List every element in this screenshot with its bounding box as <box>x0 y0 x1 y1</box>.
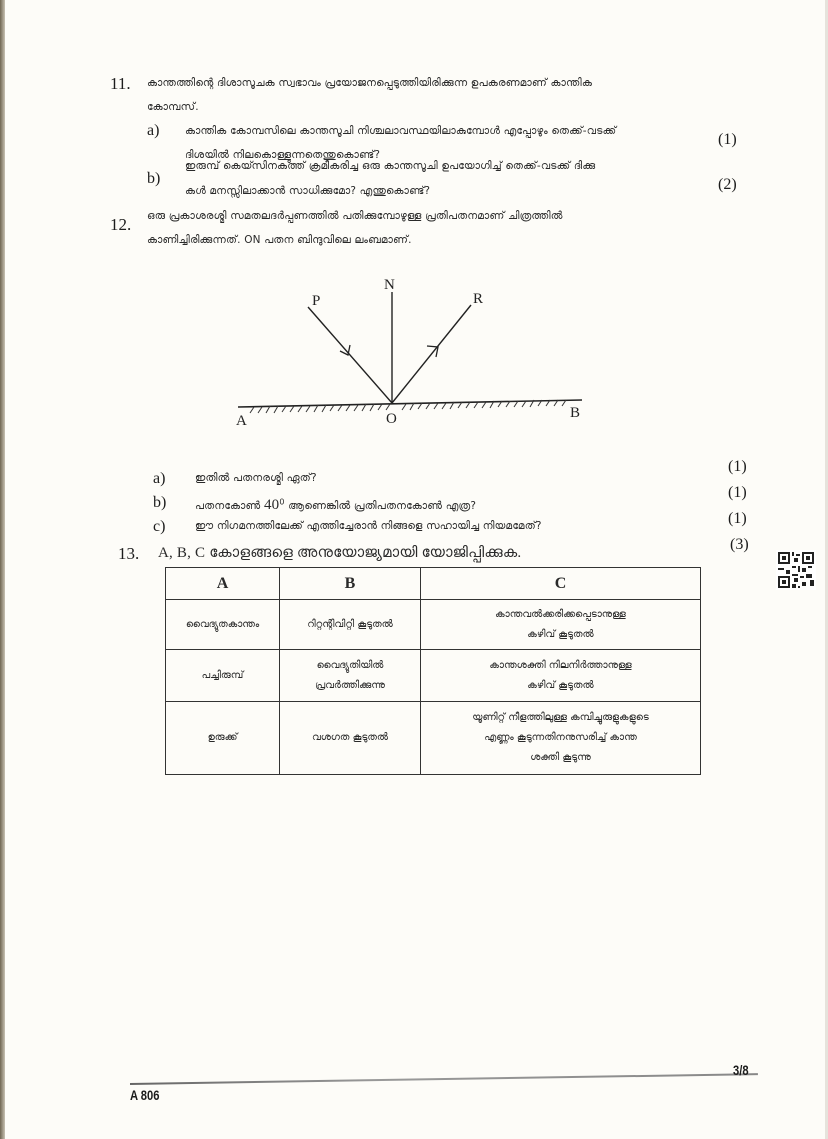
cell-c: യൂണിറ്റ് നീളത്തിലുള്ള കമ്പിച്ചുരുളുകളുടെ എണ്ണം കൂടുന്നതിനനുസരിച്ച് കാന്ത ശക്തി കൂടുന്നു <box>421 702 701 775</box>
scan-edge-left <box>0 0 5 1139</box>
incident-ray <box>308 307 392 403</box>
label-o: O <box>386 411 397 427</box>
question-text: കാന്തത്തിന്റെ ദിശാസൂചക സ്വഭാവം പ്രയോജനപ്പെടുത്തിയിരിക്കുന്ന ഉപകരണമാണ് കാന്തിക <box>147 77 593 89</box>
marks: (2) <box>718 176 737 193</box>
marks: (1) <box>728 484 747 501</box>
cell-b: വൈദ്യുതിയിൽ പ്രവർത്തിക്കുന്നു <box>280 650 421 702</box>
angle-value: 40 <box>263 497 280 513</box>
part-label: c) <box>153 518 166 535</box>
table-header-row <box>166 568 701 600</box>
table-row <box>166 650 701 702</box>
label-b: B <box>570 405 581 421</box>
part-text: കൾ മനസ്സിലാക്കാൻ സാധിക്കുമോ? എന്തുകൊണ്ട്? <box>185 185 431 197</box>
cell-a: പച്ചിരുമ്പ് <box>166 650 280 702</box>
cell-c: കാന്തശക്തി നിലനിർത്താനുള്ള കഴിവ് കൂടുതൽ <box>421 650 701 702</box>
column-header-b: B <box>280 568 421 600</box>
marks: (1) <box>728 510 747 527</box>
page-number: 3/8 <box>733 1062 749 1078</box>
marks: (1) <box>728 458 747 475</box>
label-r: R <box>473 291 484 307</box>
label-a: A <box>236 413 247 429</box>
part-label: a) <box>153 470 166 487</box>
marks: (1) <box>718 131 737 148</box>
marks: (3) <box>730 536 749 553</box>
paper-code: A 806 <box>130 1087 160 1103</box>
label-p: P <box>312 293 321 309</box>
label-n: N <box>384 277 395 293</box>
question-text: കോമ്പസ്. <box>147 101 199 113</box>
part-label: b) <box>147 170 161 187</box>
match-table <box>165 567 701 775</box>
cell-b: വശഗത കൂടുതൽ <box>280 702 421 775</box>
table-row <box>166 600 701 650</box>
part-label: a) <box>147 122 160 139</box>
table-row <box>166 702 701 775</box>
cell-a: വൈദ്യുതകാന്തം <box>166 600 280 650</box>
column-header-c: C <box>421 568 701 600</box>
question-text: കാണിച്ചിരിക്കുന്നത്. ON പതന ബിന്ദുവിലെ ലംബമാണ്. <box>147 234 412 246</box>
question-text: ഒരു പ്രകാശരശ്മി സമതലദർപ്പണത്തിൽ പതിക്കുമ്പോഴുള്ള പ്രതിപതനമാണ് ചിത്രത്തിൽ <box>147 210 563 222</box>
question-number: 13. <box>118 544 140 563</box>
part-text: കാന്തിക കോമ്പസിലെ കാന്തസൂചി നിശ്ചലാവസ്ഥയിലാകുമ്പോൾ എപ്പോഴും തെക്ക്-വടക്ക് <box>185 125 617 137</box>
part-text: ഇരുമ്പ് കെയ്സിനകത്ത് ക്രമീകരിച്ച ഒരു കാന്തസൂചി ഉപയോഗിച്ച് തെക്ക്-വടക്ക് ദിക്കു <box>185 160 596 172</box>
part-text: ഇതിൽ പതനരശ്മി ഏത്? <box>195 472 317 484</box>
qr-code-icon <box>776 550 816 590</box>
column-header-a: A <box>166 568 280 600</box>
question-text: A, B, C കോളങ്ങളെ അനുയോജ്യമായി യോജിപ്പിക്കുക. <box>158 545 522 561</box>
reflected-ray <box>392 305 471 403</box>
part-text: ദിശയിൽ നിലകൊള്ളുന്നതെന്തുകൊണ്ട്? <box>185 149 381 161</box>
cell-b: റിറ്റന്റിവിറ്റി കൂടുതൽ <box>280 600 421 650</box>
degree-symbol: 0 <box>279 497 285 507</box>
part-text: പതനകോൺ $40^0$ ആണെങ്കിൽ പ്രതിപതനകോൺ എത്ര? <box>195 497 477 513</box>
cell-c: കാന്തവൽക്കരിക്കപ്പെടാനുള്ള കഴിവ് കൂടുതൽ <box>421 600 701 650</box>
question-number: 11. <box>110 74 131 93</box>
part-label: b) <box>153 494 167 511</box>
footer-rule <box>130 1073 758 1085</box>
reflection-diagram <box>220 265 600 435</box>
cell-a: ഉരുക്ക് <box>166 702 280 775</box>
part-text: ഈ നിഗമനത്തിലേക്ക് എത്തിച്ചേരാൻ നിങ്ങളെ സഹായിച്ച നിയമമേത്? <box>195 520 542 532</box>
question-number: 12. <box>110 215 132 234</box>
